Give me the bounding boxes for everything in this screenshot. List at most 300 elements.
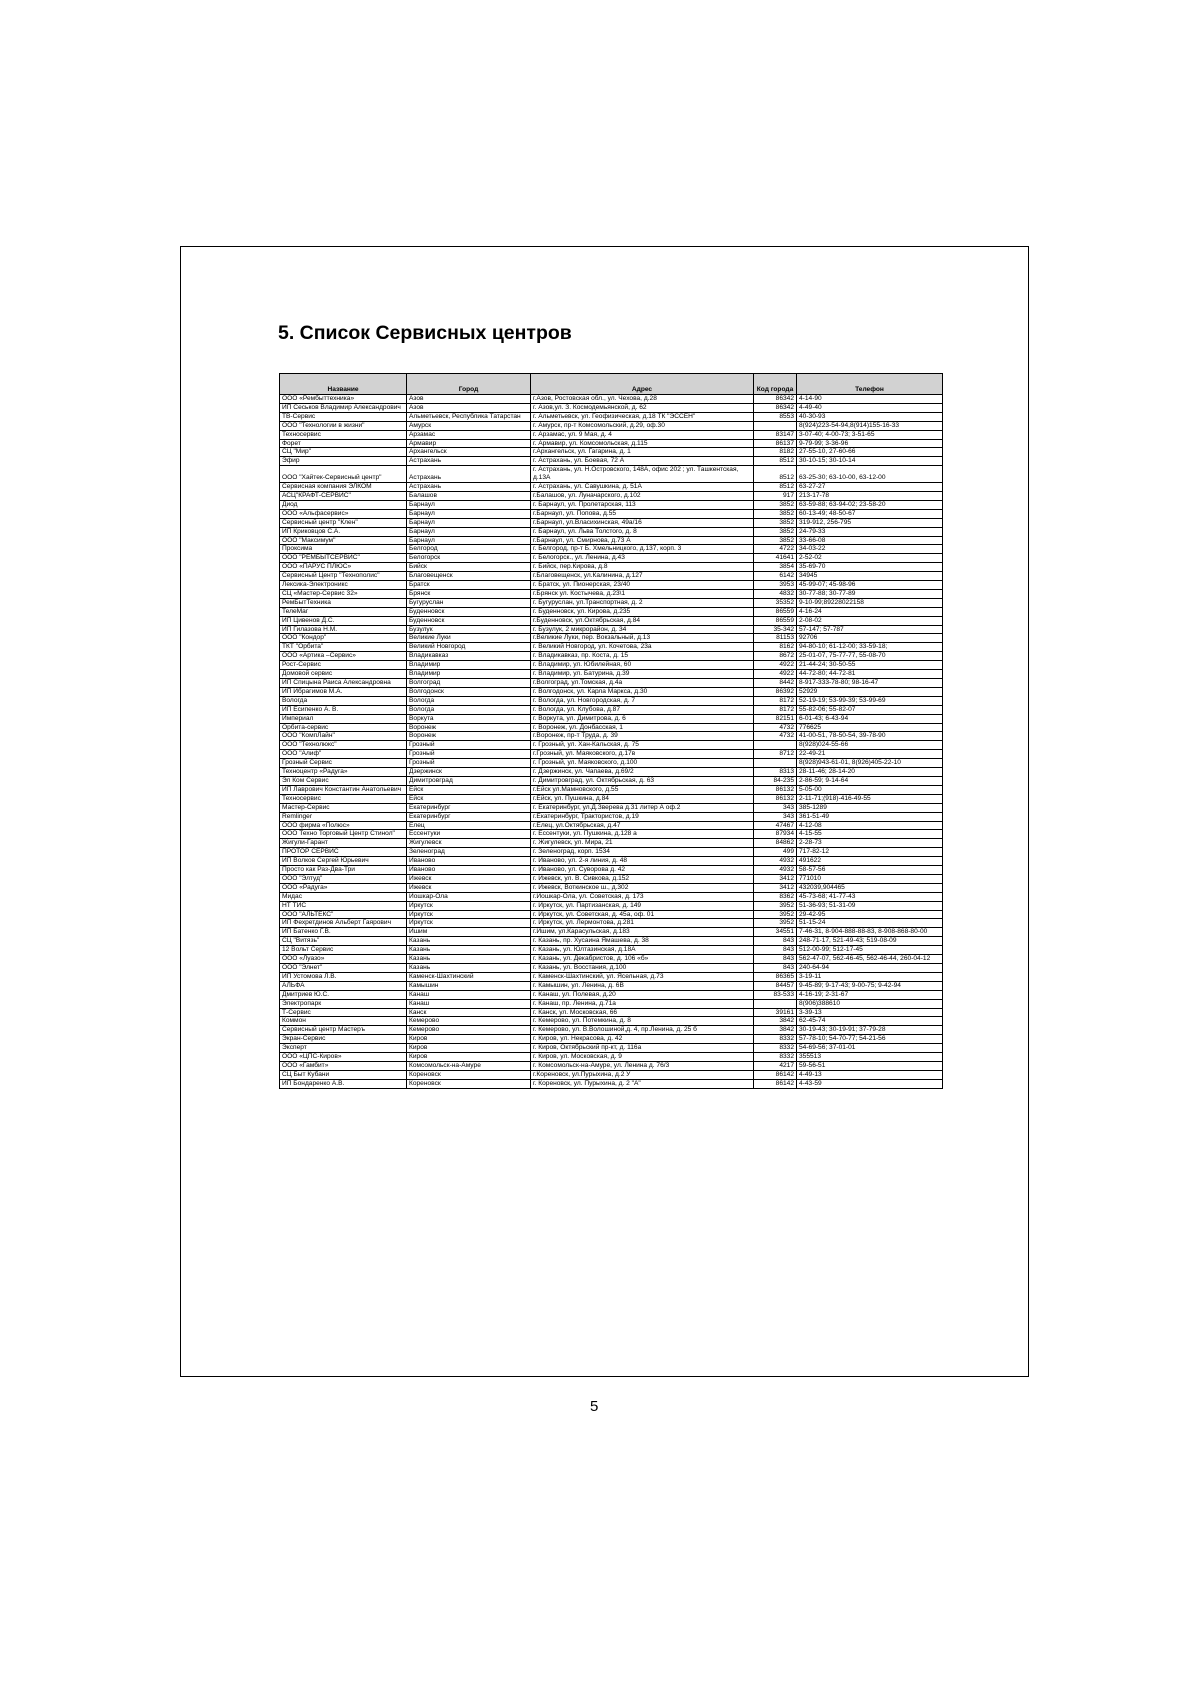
cell-city: Азов bbox=[407, 395, 531, 404]
cell-city: Вологда bbox=[407, 696, 531, 705]
table-row bbox=[280, 839, 943, 848]
cell-name: Рост-Сервис bbox=[280, 661, 407, 670]
cell-phone: 2-11-71;(918)-416-49-55 bbox=[797, 794, 943, 803]
table-row bbox=[280, 910, 943, 919]
cell-phone: 9-45-89; 9-17-43; 9-00-75; 9-42-94 bbox=[797, 981, 943, 990]
cell-code: 8512 bbox=[754, 466, 797, 483]
table-row bbox=[280, 1035, 943, 1044]
cell-phone: 8-917-333-78-80; 98-16-47 bbox=[797, 679, 943, 688]
cell-name: ООО «ЦПС-Киров» bbox=[280, 1053, 407, 1062]
cell-name: ИП Есипенко А. В. bbox=[280, 705, 407, 714]
cell-city: Бузулук bbox=[407, 625, 531, 634]
cell-phone: 25-01-07, 75-77-77, 55-08-70 bbox=[797, 652, 943, 661]
cell-name: Мастер-Сервис bbox=[280, 803, 407, 812]
cell-address: г. Камышин, ул. Ленина, д. 6В bbox=[531, 981, 754, 990]
cell-name: ООО Техно Торговый Центр Стинол" bbox=[280, 830, 407, 839]
cell-code: 86392 bbox=[754, 687, 797, 696]
cell-code: 84862 bbox=[754, 839, 797, 848]
cell-code: 3852 bbox=[754, 527, 797, 536]
cell-name: ООО «Альфасервис» bbox=[280, 509, 407, 518]
cell-city: Великие Луки bbox=[407, 634, 531, 643]
cell-name: ООО «Гамбит» bbox=[280, 1061, 407, 1070]
cell-address: г.Архангельск, ул. Гагарина, д. 1 bbox=[531, 448, 754, 457]
cell-address: г.Барнаул, ул. Попова, д.55 bbox=[531, 509, 754, 518]
cell-city: Грозный bbox=[407, 759, 531, 768]
cell-address: г. Воркута, ул. Димитрова, д. 6 bbox=[531, 714, 754, 723]
cell-city: Казань bbox=[407, 937, 531, 946]
cell-code: 3852 bbox=[754, 518, 797, 527]
cell-city: Брянск bbox=[407, 589, 531, 598]
cell-phone: 240-64-94 bbox=[797, 964, 943, 973]
cell-code: 843 bbox=[754, 955, 797, 964]
cell-name: Эфир bbox=[280, 457, 407, 466]
cell-phone: 5-05-00 bbox=[797, 785, 943, 794]
cell-name: ООО "АЛЬТЕКС" bbox=[280, 910, 407, 919]
cell-name: ТВ-Сервис bbox=[280, 412, 407, 421]
cell-code: 4722 bbox=[754, 545, 797, 554]
cell-phone: 717-82-12 bbox=[797, 848, 943, 857]
cell-city: Каменск-Шахтинский bbox=[407, 972, 531, 981]
table-row bbox=[280, 412, 943, 421]
service-centers-table bbox=[279, 373, 943, 1089]
cell-address: г. Астрахань, ул. Савушкина, д. 51А bbox=[531, 483, 754, 492]
cell-address: г. Белгород, пр-т Б. Хмельницкого, д.137, корп. 3 bbox=[531, 545, 754, 554]
cell-name: ООО «Радуга» bbox=[280, 883, 407, 892]
cell-city: Ижевск bbox=[407, 874, 531, 883]
cell-address: г. Казань, пр. Хусаина Ямашева, д. 38 bbox=[531, 937, 754, 946]
cell-name: Коммон bbox=[280, 1017, 407, 1026]
cell-name: Дмитриев Ю.С. bbox=[280, 990, 407, 999]
cell-code: 86142 bbox=[754, 1070, 797, 1079]
cell-address: г.Ейск ул.Мамновского, д.55 bbox=[531, 785, 754, 794]
cell-phone: 8(928)943-61-01, 8(926)405-22-10 bbox=[797, 759, 943, 768]
cell-name: Проксима bbox=[280, 545, 407, 554]
cell-city: Альметьевск, Республика Татарстан bbox=[407, 412, 531, 421]
cell-phone: 30-10-15; 30-10-14 bbox=[797, 457, 943, 466]
cell-phone: 776625 bbox=[797, 723, 943, 732]
cell-name: ООО фирма «Полюс» bbox=[280, 821, 407, 830]
table-row bbox=[280, 848, 943, 857]
cell-phone: 55-82-06; 55-82-07 bbox=[797, 705, 943, 714]
cell-city: Жигулевск bbox=[407, 839, 531, 848]
cell-code: 3952 bbox=[754, 910, 797, 919]
cell-address: г. Белогорск., ул. Ленина, д.43 bbox=[531, 554, 754, 563]
cell-address: г. Волгодонск, ул. Карла Маркса, д.30 bbox=[531, 687, 754, 696]
cell-address: г. Барнаул, ул. Льва Толстого, д. 8 bbox=[531, 527, 754, 536]
cell-city: Братск bbox=[407, 581, 531, 590]
cell-city: Ейск bbox=[407, 785, 531, 794]
cell-city: Воронеж bbox=[407, 732, 531, 741]
cell-phone: 385-1289 bbox=[797, 803, 943, 812]
cell-address: г. Азов,ул. З. Космодемьянской, д. 62 bbox=[531, 403, 754, 412]
table-row bbox=[280, 457, 943, 466]
cell-address: г. Иваново, ул. 2-я линия, д. 48 bbox=[531, 857, 754, 866]
cell-code: 4217 bbox=[754, 1061, 797, 1070]
cell-address: г. Иваново, ул. Суворова д. 42 bbox=[531, 866, 754, 875]
cell-code: 86342 bbox=[754, 403, 797, 412]
cell-address: г. Канаш, пр. Ленина, д.71а bbox=[531, 999, 754, 1008]
cell-phone: 512-00-99; 512-17-45 bbox=[797, 946, 943, 955]
cell-city: Буденновск bbox=[407, 607, 531, 616]
cell-code: 4732 bbox=[754, 732, 797, 741]
cell-name: ООО "Технолюкс" bbox=[280, 741, 407, 750]
cell-code: 843 bbox=[754, 937, 797, 946]
cell-phone: 60-13-49; 48-50-67 bbox=[797, 509, 943, 518]
cell-city: Ишим bbox=[407, 928, 531, 937]
cell-address: г. Арзамас, ул. 9 Мая, д. 4 bbox=[531, 430, 754, 439]
table-row bbox=[280, 625, 943, 634]
cell-name: ООО «Рембыттехника» bbox=[280, 395, 407, 404]
cell-phone: 8(924)223-54-94,8(914)155-16-33 bbox=[797, 421, 943, 430]
cell-address: г. Буденновск, ул. Кирова, д.235 bbox=[531, 607, 754, 616]
cell-phone: 52-19-19; 53-99-39; 53-99-69 bbox=[797, 696, 943, 705]
cell-city: Барнаул bbox=[407, 500, 531, 509]
cell-phone: 3-07-40; 4-00-73; 3-51-65 bbox=[797, 430, 943, 439]
table-row bbox=[280, 430, 943, 439]
cell-phone: 52929 bbox=[797, 687, 943, 696]
cell-address: г.Барнаул, ул. Смирнова, д.73 А bbox=[531, 536, 754, 545]
cell-code: 82151 bbox=[754, 714, 797, 723]
table-row bbox=[280, 696, 943, 705]
cell-name: Грозный Сервис bbox=[280, 759, 407, 768]
cell-name: Лексика-Электроникс bbox=[280, 581, 407, 590]
table-row bbox=[280, 874, 943, 883]
cell-name: ИП Волков Сергей Юрьевич bbox=[280, 857, 407, 866]
cell-phone: 3-39-13 bbox=[797, 1008, 943, 1017]
cell-city: Иркутск bbox=[407, 901, 531, 910]
table-row bbox=[280, 759, 943, 768]
cell-code: 4932 bbox=[754, 857, 797, 866]
cell-phone: 22-49-21 bbox=[797, 750, 943, 759]
cell-name: ООО "Хайтек-Сервисный центр" bbox=[280, 466, 407, 483]
cell-name: ИП Батенко Г.В. bbox=[280, 928, 407, 937]
table-row bbox=[280, 732, 943, 741]
table-row bbox=[280, 1026, 943, 1035]
cell-city: Ижевск bbox=[407, 883, 531, 892]
cell-name: Сервисный центр Мастеръ bbox=[280, 1026, 407, 1035]
cell-address: г. Грозный, ул. Маяковского, д.100 bbox=[531, 759, 754, 768]
cell-name: ИП Устомова Л.В. bbox=[280, 972, 407, 981]
table-row bbox=[280, 598, 943, 607]
cell-phone: 51-15-24 bbox=[797, 919, 943, 928]
cell-phone: 92706 bbox=[797, 634, 943, 643]
cell-name: ТКТ "Орбита" bbox=[280, 643, 407, 652]
cell-code: 35-342 bbox=[754, 625, 797, 634]
cell-name: ООО "Кондор" bbox=[280, 634, 407, 643]
cell-code: 4932 bbox=[754, 866, 797, 875]
table-row bbox=[280, 723, 943, 732]
cell-phone: 2-28-73 bbox=[797, 839, 943, 848]
cell-name: ООО "Максимум" bbox=[280, 536, 407, 545]
cell-phone: 4-12-08 bbox=[797, 821, 943, 830]
table-row bbox=[280, 616, 943, 625]
cell-city: Буденновск bbox=[407, 616, 531, 625]
cell-phone: 45-73-68; 41-77-43 bbox=[797, 892, 943, 901]
cell-name: Вологда bbox=[280, 696, 407, 705]
cell-phone: 63-27-27 bbox=[797, 483, 943, 492]
table-row bbox=[280, 509, 943, 518]
cell-name: Электропарк bbox=[280, 999, 407, 1008]
cell-address: г. Кемерово, ул. В.Волошиной,д. 4, пр.Ленина, д. 25 б bbox=[531, 1026, 754, 1035]
cell-name: ИП Ибрагимов М.А. bbox=[280, 687, 407, 696]
cell-city: Балашов bbox=[407, 491, 531, 500]
header-city: Город bbox=[407, 374, 531, 395]
cell-address: г. Армавир, ул. Комсомольская, д.115 bbox=[531, 439, 754, 448]
cell-address: г. Владимир, ул. Батурина, д.39 bbox=[531, 670, 754, 679]
cell-code: 3953 bbox=[754, 581, 797, 590]
cell-address: г. Воронеж, ул. Донбасская, 1 bbox=[531, 723, 754, 732]
cell-code: 8712 bbox=[754, 750, 797, 759]
cell-city: Димитровград bbox=[407, 776, 531, 785]
cell-code: 8313 bbox=[754, 768, 797, 777]
cell-address: г. Астрахань, ул. Боевая, 72 А bbox=[531, 457, 754, 466]
cell-name: ИП Гилазова Н.М. bbox=[280, 625, 407, 634]
page-number: 5 bbox=[590, 1398, 599, 1415]
cell-code: 3854 bbox=[754, 563, 797, 572]
table-row bbox=[280, 821, 943, 830]
table-row bbox=[280, 1070, 943, 1079]
table-row bbox=[280, 1079, 943, 1088]
table-row bbox=[280, 964, 943, 973]
cell-phone: 432039,904465 bbox=[797, 883, 943, 892]
cell-name: Империал bbox=[280, 714, 407, 723]
table-row bbox=[280, 830, 943, 839]
cell-city: Иркутск bbox=[407, 919, 531, 928]
cell-name: Просто как Раз-Два-Три bbox=[280, 866, 407, 875]
cell-address: г. Иркутск, ул. Советская, д. 45а, оф. 01 bbox=[531, 910, 754, 919]
cell-address: г. Братск, ул. Пионерская, 23/40 bbox=[531, 581, 754, 590]
cell-code: 86342 bbox=[754, 395, 797, 404]
cell-city: Екатеринбург bbox=[407, 812, 531, 821]
table-row bbox=[280, 857, 943, 866]
cell-name: Сервисная компания ЭЛКОМ bbox=[280, 483, 407, 492]
cell-address: г.Благовещенск, ул.Калинина, д.127 bbox=[531, 572, 754, 581]
cell-phone: 4-14-90 bbox=[797, 395, 943, 404]
table-row bbox=[280, 527, 943, 536]
cell-address: г. Ижевск, Воткинское ш., д.302 bbox=[531, 883, 754, 892]
cell-city: Барнаул bbox=[407, 527, 531, 536]
cell-city: Киров bbox=[407, 1053, 531, 1062]
cell-code: 86142 bbox=[754, 1079, 797, 1088]
cell-address: г. Иркутск, ул. Лермонтова, д.281 bbox=[531, 919, 754, 928]
cell-city: Кемерово bbox=[407, 1017, 531, 1026]
cell-phone: 63-59-88; 63-94-02; 23-58-20 bbox=[797, 500, 943, 509]
cell-name: Техносервис bbox=[280, 430, 407, 439]
cell-code: 8332 bbox=[754, 1044, 797, 1053]
table-row bbox=[280, 1008, 943, 1017]
cell-code: 343 bbox=[754, 803, 797, 812]
cell-code: 917 bbox=[754, 491, 797, 500]
cell-address: г. Зеленоград, корп. 1534 bbox=[531, 848, 754, 857]
cell-name: СЦ "Мир" bbox=[280, 448, 407, 457]
cell-phone: 4-43-59 bbox=[797, 1079, 943, 1088]
cell-code: 3842 bbox=[754, 1026, 797, 1035]
cell-code: 4922 bbox=[754, 670, 797, 679]
table-row bbox=[280, 421, 943, 430]
table-row bbox=[280, 679, 943, 688]
cell-address: г.Ишим, ул.Карасульская, д.183 bbox=[531, 928, 754, 937]
table-row bbox=[280, 448, 943, 457]
table-row bbox=[280, 670, 943, 679]
table-row bbox=[280, 403, 943, 412]
cell-address: г. Барнаул, ул. Пролетарская, 113 bbox=[531, 500, 754, 509]
cell-name: ООО "КомпЛайн" bbox=[280, 732, 407, 741]
cell-name: Форет bbox=[280, 439, 407, 448]
cell-phone: 4-15-55 bbox=[797, 830, 943, 839]
cell-name: Техносервис bbox=[280, 794, 407, 803]
cell-code: 8362 bbox=[754, 892, 797, 901]
cell-city: Дзержинск bbox=[407, 768, 531, 777]
cell-code bbox=[754, 421, 797, 430]
cell-address: г. Казань, ул. Юлтазинская, д.18А bbox=[531, 946, 754, 955]
table-row bbox=[280, 776, 943, 785]
cell-phone: 2-86-59; 9-14-64 bbox=[797, 776, 943, 785]
cell-code: 3842 bbox=[754, 1017, 797, 1026]
cell-phone: 62-45-74 bbox=[797, 1017, 943, 1026]
cell-name: ООО "Технологии в жизни" bbox=[280, 421, 407, 430]
cell-city: Кореновск bbox=[407, 1070, 531, 1079]
cell-city: Астрахань bbox=[407, 457, 531, 466]
cell-city: Казань bbox=[407, 955, 531, 964]
cell-code: 8332 bbox=[754, 1053, 797, 1062]
cell-code bbox=[754, 999, 797, 1008]
header-name: Название bbox=[280, 374, 407, 395]
table-row bbox=[280, 572, 943, 581]
cell-address: г.Екатеринбург, Трактористов, д.19 bbox=[531, 812, 754, 821]
cell-code: 3952 bbox=[754, 901, 797, 910]
cell-code: 8162 bbox=[754, 643, 797, 652]
cell-city: Амурск bbox=[407, 421, 531, 430]
table-row bbox=[280, 1017, 943, 1026]
cell-city: Иркутск bbox=[407, 910, 531, 919]
table-row bbox=[280, 554, 943, 563]
table-row bbox=[280, 794, 943, 803]
cell-city: Азов bbox=[407, 403, 531, 412]
table-row bbox=[280, 581, 943, 590]
cell-city: Астрахань bbox=[407, 483, 531, 492]
table-row bbox=[280, 714, 943, 723]
table-row bbox=[280, 643, 943, 652]
cell-code: 41641 bbox=[754, 554, 797, 563]
cell-phone: 8(928)024-55-66 bbox=[797, 741, 943, 750]
cell-address: г. Ижевск, ул. В. Сивкова, д.152 bbox=[531, 874, 754, 883]
cell-address: г. Киров, Октябрьский пр-кт, д. 116а bbox=[531, 1044, 754, 1053]
cell-city: Кореновск bbox=[407, 1079, 531, 1088]
cell-phone: 51-36-93; 51-31-09 bbox=[797, 901, 943, 910]
cell-phone: 9-10-99;89228022158 bbox=[797, 598, 943, 607]
cell-phone: 33-66-08 bbox=[797, 536, 943, 545]
table-row bbox=[280, 1044, 943, 1053]
table-row bbox=[280, 661, 943, 670]
cell-code: 3852 bbox=[754, 509, 797, 518]
cell-address: г.Великие Луки, пер. Вокзальный, д.13 bbox=[531, 634, 754, 643]
cell-city: Канаш bbox=[407, 990, 531, 999]
cell-address: г. Каменск-Шахтинский, ул. Ясельная, д.73 bbox=[531, 972, 754, 981]
table-row bbox=[280, 589, 943, 598]
cell-address: г. Амурск, пр-т Комсомольский, д.29, оф.30 bbox=[531, 421, 754, 430]
table-row bbox=[280, 545, 943, 554]
table-row bbox=[280, 990, 943, 999]
cell-code: 84457 bbox=[754, 981, 797, 990]
cell-phone: 57-78-10; 54-70-77; 54-21-56 bbox=[797, 1035, 943, 1044]
cell-city: Великий Новгород bbox=[407, 643, 531, 652]
cell-phone: 361-51-49 bbox=[797, 812, 943, 821]
cell-address: г. Жигулевск, ул. Мира, 21 bbox=[531, 839, 754, 848]
table-row bbox=[280, 892, 943, 901]
cell-phone: 2-08-02 bbox=[797, 616, 943, 625]
table-row bbox=[280, 607, 943, 616]
cell-city: Ейск bbox=[407, 794, 531, 803]
cell-phone: 63-25-30; 63-10-00, 63-12-00 bbox=[797, 466, 943, 483]
cell-code: 8512 bbox=[754, 457, 797, 466]
cell-address: г. Вологда, ул. Клубова, д.87 bbox=[531, 705, 754, 714]
cell-phone: 58-57-56 bbox=[797, 866, 943, 875]
cell-address: г. Астрахань, ул. Н.Островского, 148А, офис 202 ; ул. Ташкентская, д.13А bbox=[531, 466, 754, 483]
cell-address: г. Грозный, ул. Хан-Кальская, д. 75 bbox=[531, 741, 754, 750]
cell-phone: 29-42-95 bbox=[797, 910, 943, 919]
cell-code: 86365 bbox=[754, 972, 797, 981]
cell-name: Техноцентр «Радуга» bbox=[280, 768, 407, 777]
cell-code: 8512 bbox=[754, 483, 797, 492]
cell-code: 86132 bbox=[754, 794, 797, 803]
cell-name: ООО «Артика –Сервис» bbox=[280, 652, 407, 661]
cell-address: г.Грозный, ул. Маяковского, д.17в bbox=[531, 750, 754, 759]
cell-name: 12 Вольт Сервис bbox=[280, 946, 407, 955]
cell-phone: 41-00-51, 78-50-54, 39-78-90 bbox=[797, 732, 943, 741]
table-row bbox=[280, 937, 943, 946]
cell-phone: 4-49-13 bbox=[797, 1070, 943, 1079]
cell-phone: 54-69-56; 37-01-01 bbox=[797, 1044, 943, 1053]
cell-city: Канаш bbox=[407, 999, 531, 1008]
table-row bbox=[280, 483, 943, 492]
cell-city: Кемерово bbox=[407, 1026, 531, 1035]
cell-city: Киров bbox=[407, 1044, 531, 1053]
cell-city: Камышин bbox=[407, 981, 531, 990]
table-body bbox=[280, 395, 943, 1089]
cell-city: Ессентуки bbox=[407, 830, 531, 839]
cell-phone: 248-71-17, 521-49-43; 519-08-09 bbox=[797, 937, 943, 946]
cell-phone: 7-46-31, 8-904-888-88-83, 8-908-868-80-00 bbox=[797, 928, 943, 937]
table-row bbox=[280, 901, 943, 910]
cell-code: 8553 bbox=[754, 412, 797, 421]
cell-name: ИП Бондаренко А.В. bbox=[280, 1079, 407, 1088]
cell-name: Жигули-Гарант bbox=[280, 839, 407, 848]
table-row bbox=[280, 972, 943, 981]
cell-name: Т-Сервис bbox=[280, 1008, 407, 1017]
table-row bbox=[280, 1061, 943, 1070]
cell-name: ООО «ПАРУС ПЛЮС» bbox=[280, 563, 407, 572]
cell-address: г. Кемерово, ул. Потемкина, д. 8 bbox=[531, 1017, 754, 1026]
cell-code: 84-235 bbox=[754, 776, 797, 785]
cell-code: 83147 bbox=[754, 430, 797, 439]
cell-code: 35352 bbox=[754, 598, 797, 607]
cell-address: г. Владимир, ул. Юбилейная, 60 bbox=[531, 661, 754, 670]
cell-address: г.Йошкар-Ола, ул. Советская, д. 173 bbox=[531, 892, 754, 901]
header-phone: Телефон bbox=[797, 374, 943, 395]
cell-code: 8672 bbox=[754, 652, 797, 661]
cell-city: Бугуруслан bbox=[407, 598, 531, 607]
cell-address: г. Бийск, пер.Кирова, д.8 bbox=[531, 563, 754, 572]
table-row bbox=[280, 919, 943, 928]
cell-city: Армавир bbox=[407, 439, 531, 448]
table-row bbox=[280, 439, 943, 448]
cell-phone: 771010 bbox=[797, 874, 943, 883]
cell-phone: 8(906)388610 bbox=[797, 999, 943, 1008]
cell-city: Барнаул bbox=[407, 536, 531, 545]
cell-city: Белогорск bbox=[407, 554, 531, 563]
cell-address: г. Бузулук, 2 микрорайон, д. 34 bbox=[531, 625, 754, 634]
table-header-row bbox=[280, 374, 943, 395]
